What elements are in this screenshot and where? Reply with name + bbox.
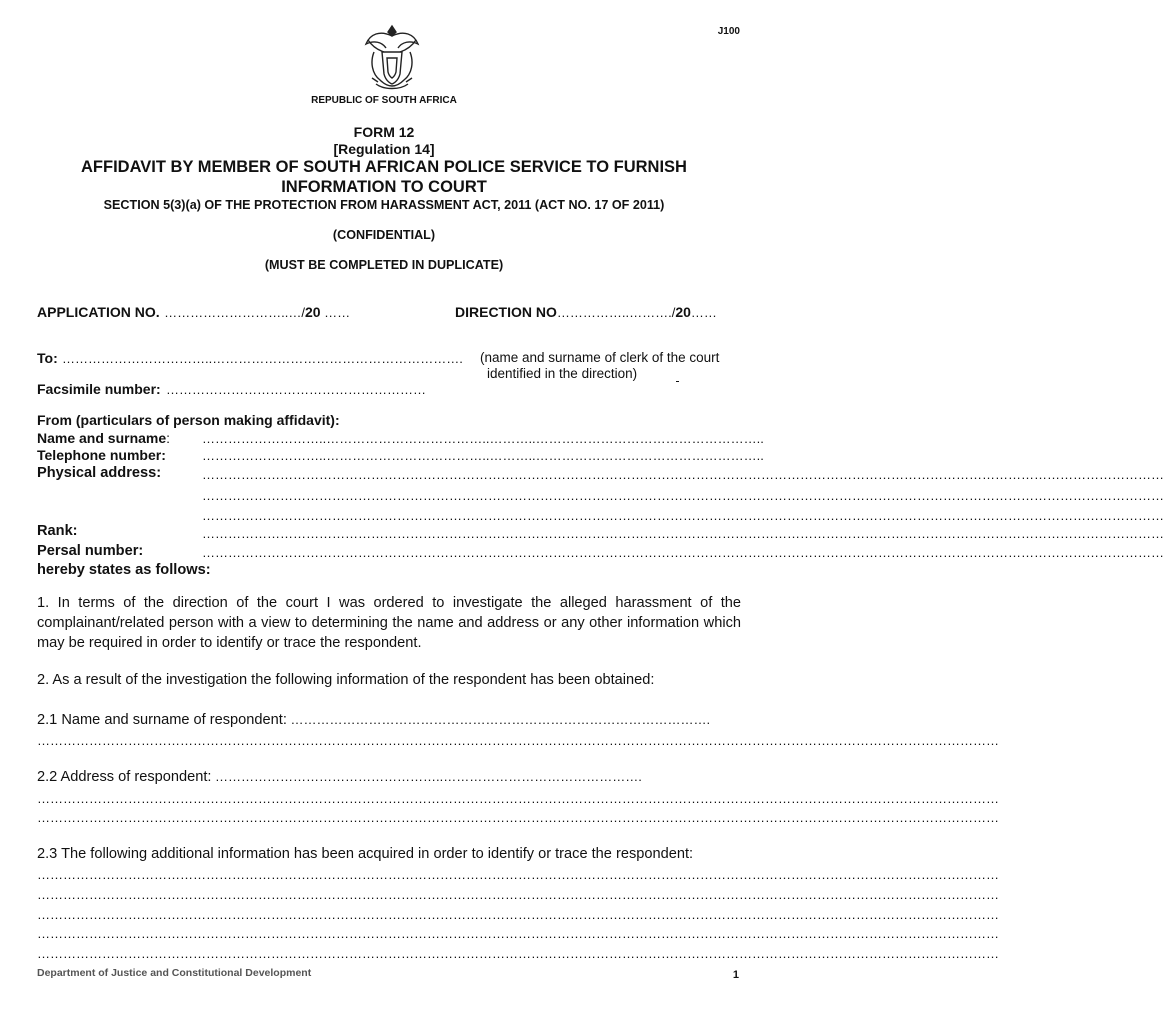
form-code: J100 <box>717 26 740 37</box>
item-2-2 <box>37 768 741 786</box>
application-year: 20 <box>304 304 321 320</box>
regulation: [Regulation 14] <box>333 141 435 157</box>
direction-year: 20 <box>675 304 691 320</box>
hereby-states: hereby states as follows: <box>37 562 211 578</box>
persal-field[interactable]: …………………………………………………………………………………………………………………………………………………………………………………………………… <box>202 545 1164 560</box>
direction-dots: ……………..………./ <box>556 305 676 320</box>
direction-number-field[interactable] <box>455 304 745 322</box>
paragraph-1: 1. In terms of the direction of the court I was ordered to investigate the alleged harassment of the complainant/related person with a view to determining the name and address or any other information which may be required in order to identify or trace the respondent. <box>37 595 741 651</box>
page-number: 1 <box>732 969 739 981</box>
address-label: Physical address: <box>37 465 162 481</box>
item-2-1 <box>37 711 741 729</box>
form-number: FORM 12 <box>353 124 415 140</box>
rank-label: Rank: <box>37 523 78 539</box>
item-2-1-label: 2.1 Name and surname of respondent: <box>37 712 287 728</box>
application-label: APPLICATION NO. <box>37 304 160 320</box>
address-field-line1[interactable]: …………………………………………………………………………………………………………………………………………………………………………………………………… <box>202 467 1164 482</box>
item-2-3-line3[interactable]: …………………………………………………………………………………………………………………………………………………………………………………………………… <box>37 907 999 922</box>
address-field-line2[interactable]: …………………………………………………………………………………………………………………………………………………………………………………………………… <box>202 488 1164 503</box>
from-heading: From (particulars of person making affidavit): <box>37 412 340 428</box>
name-label: Name and surname <box>37 430 167 446</box>
name-label-wrap <box>37 430 170 446</box>
title-line1: AFFIDAVIT BY MEMBER OF SOUTH AFRICAN POLICE SERVICE TO FURNISH <box>81 158 687 176</box>
item-2-2-dots[interactable]: ……………………………………………..………………………………………. <box>211 769 642 784</box>
duplicate-label: (MUST BE COMPLETED IN DUPLICATE) <box>264 258 504 272</box>
note-underline <box>676 381 679 382</box>
section-reference: SECTION 5(3)(a) OF THE PROTECTION FROM HARASSMENT ACT, 2011 (ACT NO. 17 OF 2011) <box>103 198 665 212</box>
item-2-3-line2[interactable]: …………………………………………………………………………………………………………………………………………………………………………………………………… <box>37 887 999 902</box>
name-field[interactable]: ………………………..………………………………..………..…………………………………………….. <box>202 431 764 446</box>
direction-year-dots: …… <box>690 305 717 320</box>
item-2-1-dots[interactable]: ……………………………………………………………………………………. <box>286 712 711 727</box>
to-label: To: <box>37 350 58 366</box>
item-2-3-line1[interactable]: …………………………………………………………………………………………………………………………………………………………………………………………………… <box>37 867 999 882</box>
republic-label: REPUBLIC OF SOUTH AFRICA <box>311 95 457 106</box>
telephone-field[interactable]: ………………………..………………………………..………..…………………………………………….. <box>202 448 764 463</box>
application-number-field[interactable] <box>37 304 377 322</box>
footer-department: Department of Justice and Constitutional Development <box>37 967 312 979</box>
item-2-2-line3[interactable]: …………………………………………………………………………………………………………………………………………………………………………………………………… <box>37 810 999 825</box>
facsimile-field[interactable]: …………………………………………………… <box>166 382 426 397</box>
direction-label: DIRECTION NO <box>455 304 557 320</box>
item-2-1-line2[interactable]: …………………………………………………………………………………………………………………………………………………………………………………………………… <box>37 733 999 748</box>
name-colon: : <box>166 430 171 446</box>
title-line2: INFORMATION TO COURT <box>281 178 487 196</box>
telephone-label: Telephone number: <box>37 447 166 463</box>
persal-label: Persal number: <box>37 543 144 559</box>
item-2-2-label: 2.2 Address of respondent: <box>37 769 212 785</box>
address-field-line3[interactable]: …………………………………………………………………………………………………………………………………………………………………………………………………… <box>202 508 1164 523</box>
item-2-3-label: 2.3 The following additional information has been acquired in order to identify or trace the respondent: <box>37 846 694 862</box>
paragraph-2: 2. As a result of the investigation the following information of the respondent has been obtained: <box>37 672 655 688</box>
coat-of-arms-icon <box>360 22 424 97</box>
application-year-dots: …… <box>320 305 351 320</box>
to-field[interactable]: ……………………………..…………………………………………………. <box>62 351 463 366</box>
rank-field[interactable]: …………………………………………………………………………………………………………………………………………………………………………………………………… <box>202 526 1164 541</box>
confidential-label: (CONFIDENTIAL) <box>332 228 436 242</box>
to-note-line2: identified in the direction) <box>487 366 638 381</box>
application-dots: ………………………..…/ <box>164 305 305 320</box>
item-2-3-line5[interactable]: …………………………………………………………………………………………………………………………………………………………………………………………………… <box>37 946 999 961</box>
item-2-3-line4[interactable]: …………………………………………………………………………………………………………………………………………………………………………………………………… <box>37 926 999 941</box>
facsimile-label: Facsimile number: <box>37 381 161 397</box>
item-2-2-line2[interactable]: …………………………………………………………………………………………………………………………………………………………………………………………………… <box>37 791 999 806</box>
to-note-line1: (name and surname of clerk of the court <box>480 350 720 365</box>
